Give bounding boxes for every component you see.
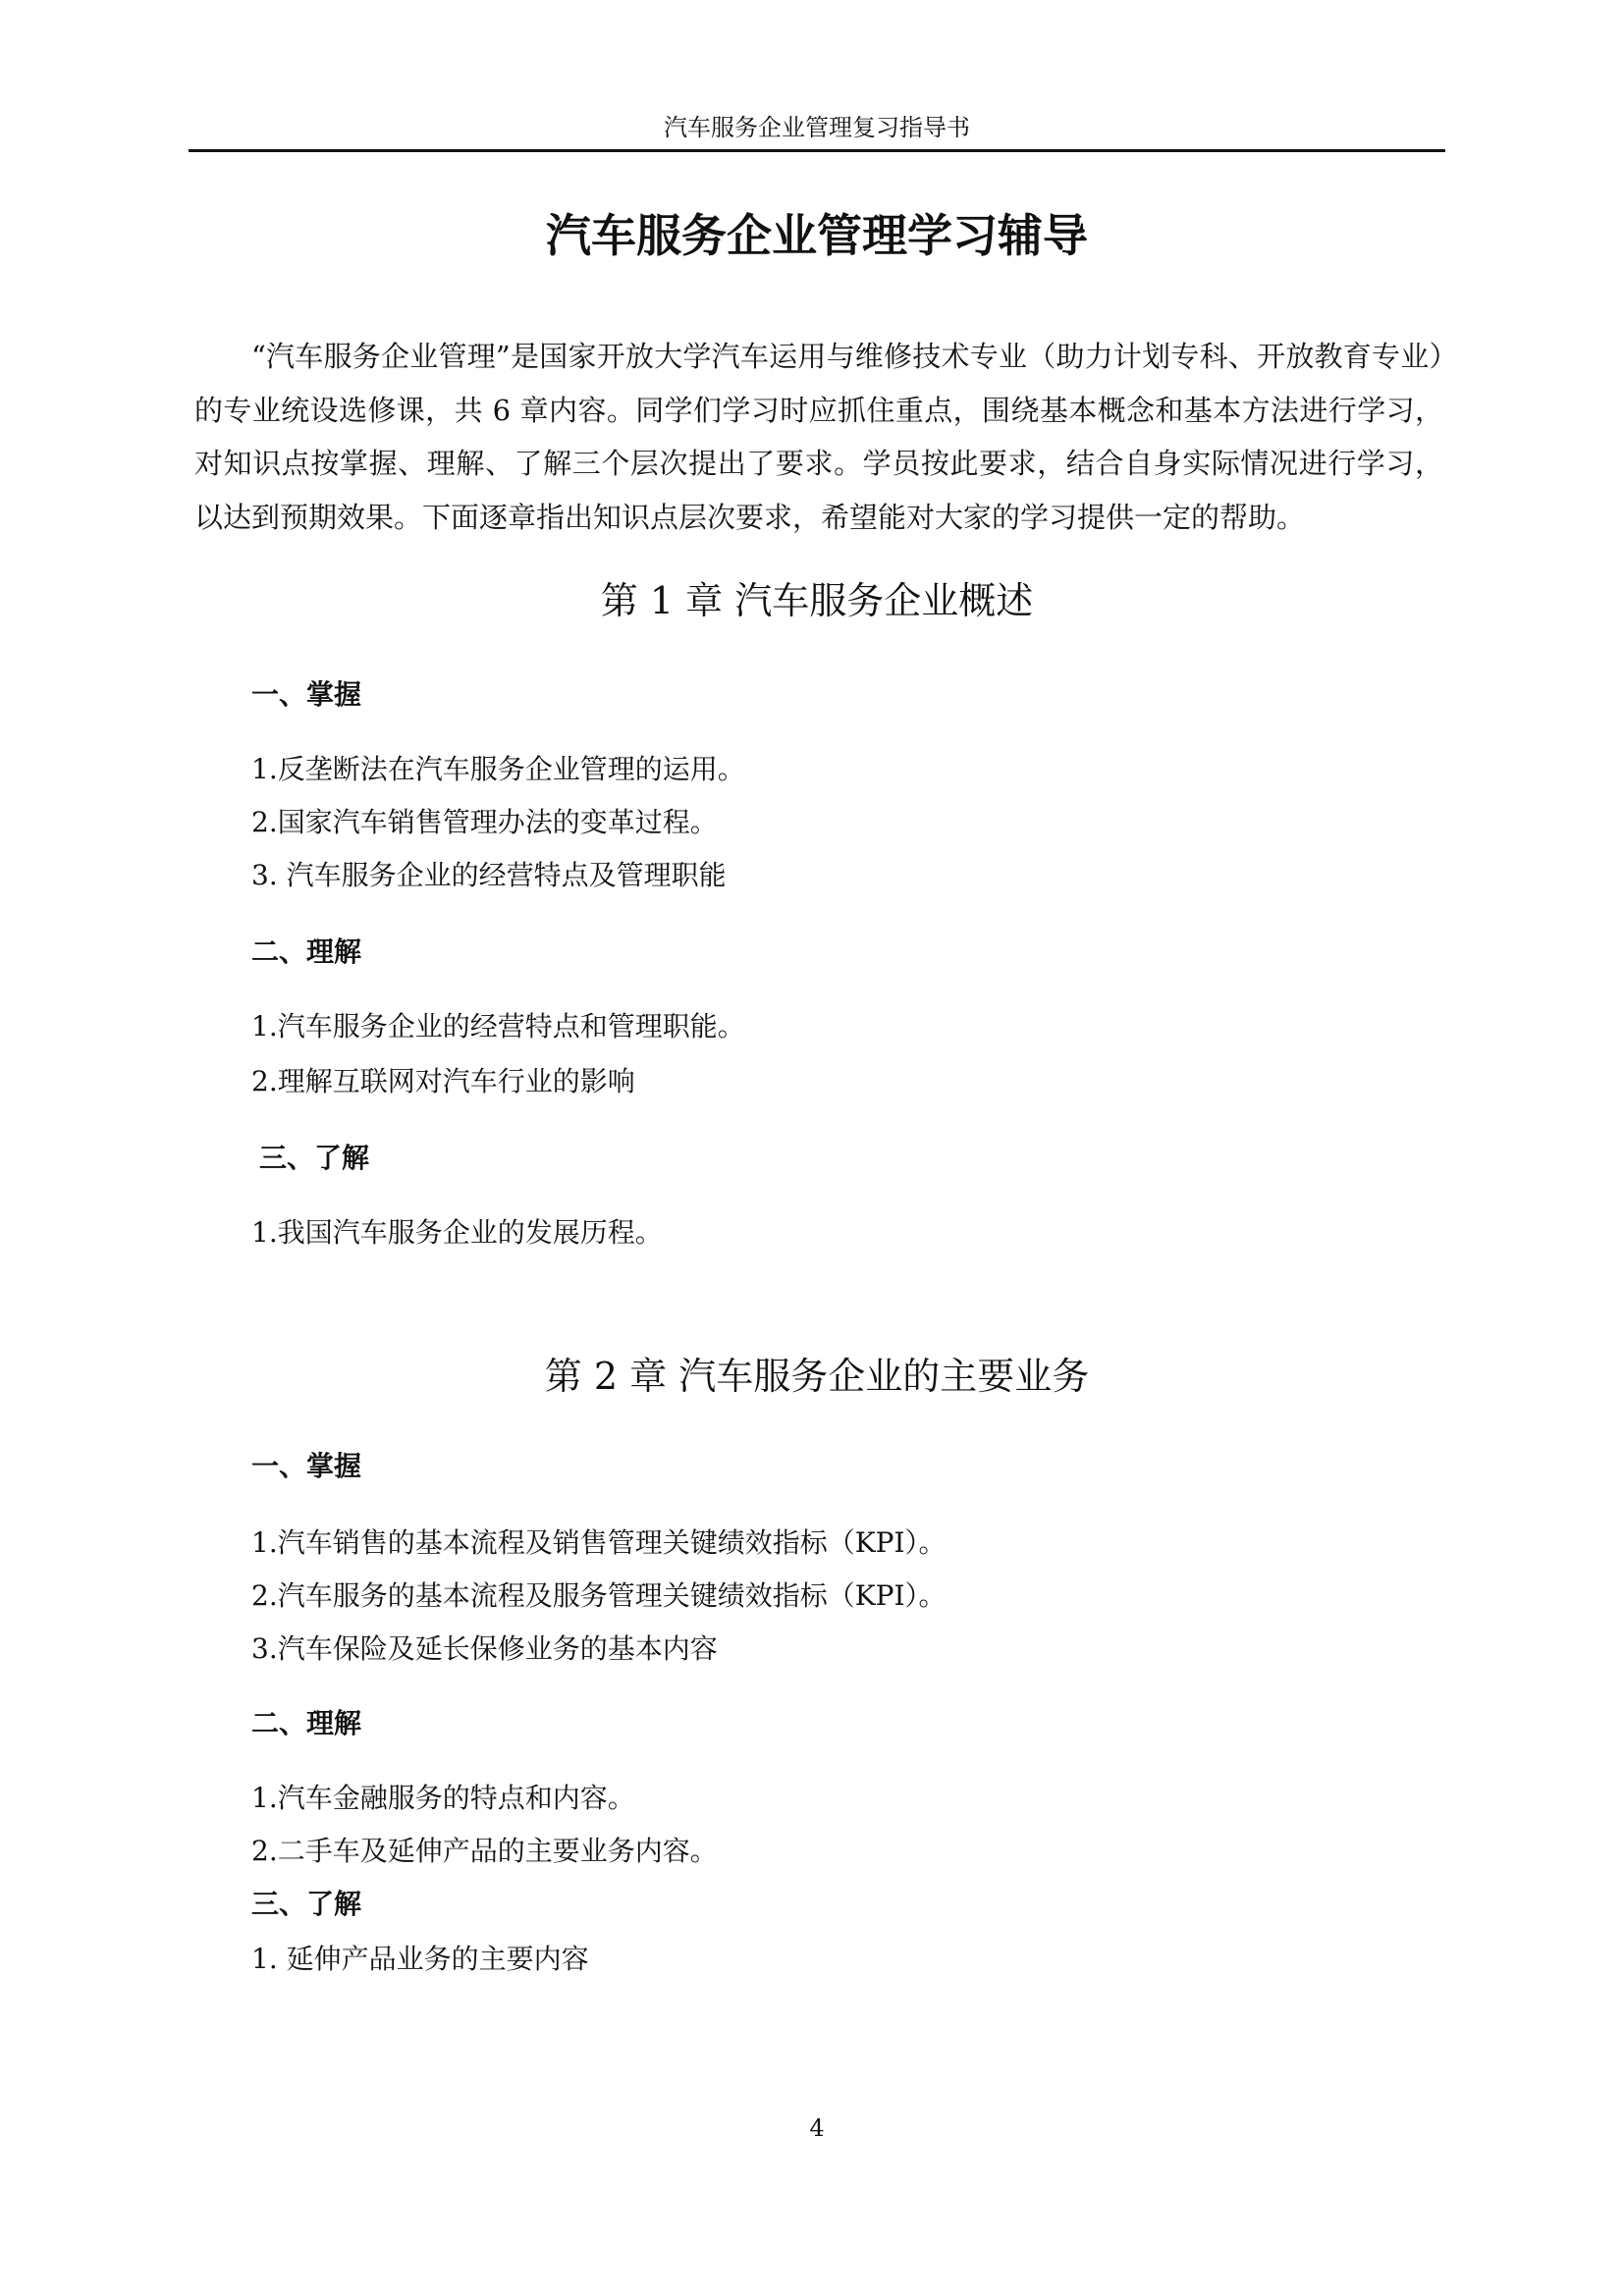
chapter-1-understand-item-1: 1.汽车服务企业的经营特点和管理职能。 bbox=[251, 1010, 745, 1042]
chapter-1-title: 第 1 章 汽车服务企业概述 bbox=[600, 579, 1034, 622]
chapter-2-title: 第 2 章 汽车服务企业的主要业务 bbox=[544, 1355, 1090, 1398]
chapter-2-understand-item-1: 1.汽车金融服务的特点和内容。 bbox=[251, 1782, 635, 1814]
chapter-2-understand-heading: 二、理解 bbox=[251, 1707, 362, 1739]
chapter-2-know-heading: 三、了解 bbox=[251, 1888, 362, 1920]
chapter-1-know-heading: 三、了解 bbox=[259, 1142, 370, 1174]
chapter-1-master-item-3: 3. 汽车服务企业的经营特点及管理职能 bbox=[251, 859, 727, 891]
chapter-1-master-item-2: 2.国家汽车销售管理办法的变革过程。 bbox=[251, 806, 718, 838]
running-header: 汽车服务企业管理复习指导书 bbox=[664, 114, 970, 141]
header-divider bbox=[189, 149, 1445, 152]
chapter-2-master-item-2: 2.汽车服务的基本流程及服务管理关键绩效指标（KPI）。 bbox=[251, 1579, 947, 1612]
chapter-1-master-heading: 一、掌握 bbox=[251, 678, 362, 711]
chapter-1-understand-item-2: 2.理解互联网对汽车行业的影响 bbox=[251, 1065, 635, 1097]
chapter-2-master-item-1: 1.汽车销售的基本流程及销售管理关键绩效指标（KPI）。 bbox=[251, 1526, 947, 1559]
document-title: 汽车服务企业管理学习辅导 bbox=[546, 209, 1088, 262]
chapter-1-know-item-1: 1.我国汽车服务企业的发展历程。 bbox=[251, 1216, 663, 1249]
chapter-1-master-item-1: 1.反垄断法在汽车服务企业管理的运用。 bbox=[251, 753, 745, 785]
chapter-2-master-heading: 一、掌握 bbox=[251, 1450, 362, 1482]
chapter-1-understand-heading: 二、理解 bbox=[251, 935, 362, 968]
chapter-2-master-item-3: 3.汽车保险及延长保修业务的基本内容 bbox=[251, 1632, 718, 1665]
page-number: 4 bbox=[809, 2114, 825, 2142]
chapter-2-know-item-1: 1. 延伸产品业务的主要内容 bbox=[251, 1943, 589, 1975]
intro-paragraph: “汽车服务企业管理”是国家开放大学汽车运用与维修技术专业（助力计划专科、开放教育专业）的专业统设选修课，共 6 章内容。同学们学习时应抓住重点，围绕基本概念和基本方法进行学习，对知识点按掌握、理解、了解三个层次提出了要求。学员按此要求，结合自身实际情况进行学习，以达到预期效果。下面逐章指出知识点层次要求，希望能对大家的学习提供一定的帮助。 bbox=[194, 340, 1443, 534]
chapter-2-understand-item-2: 2.二手车及延伸产品的主要业务内容。 bbox=[251, 1835, 718, 1867]
